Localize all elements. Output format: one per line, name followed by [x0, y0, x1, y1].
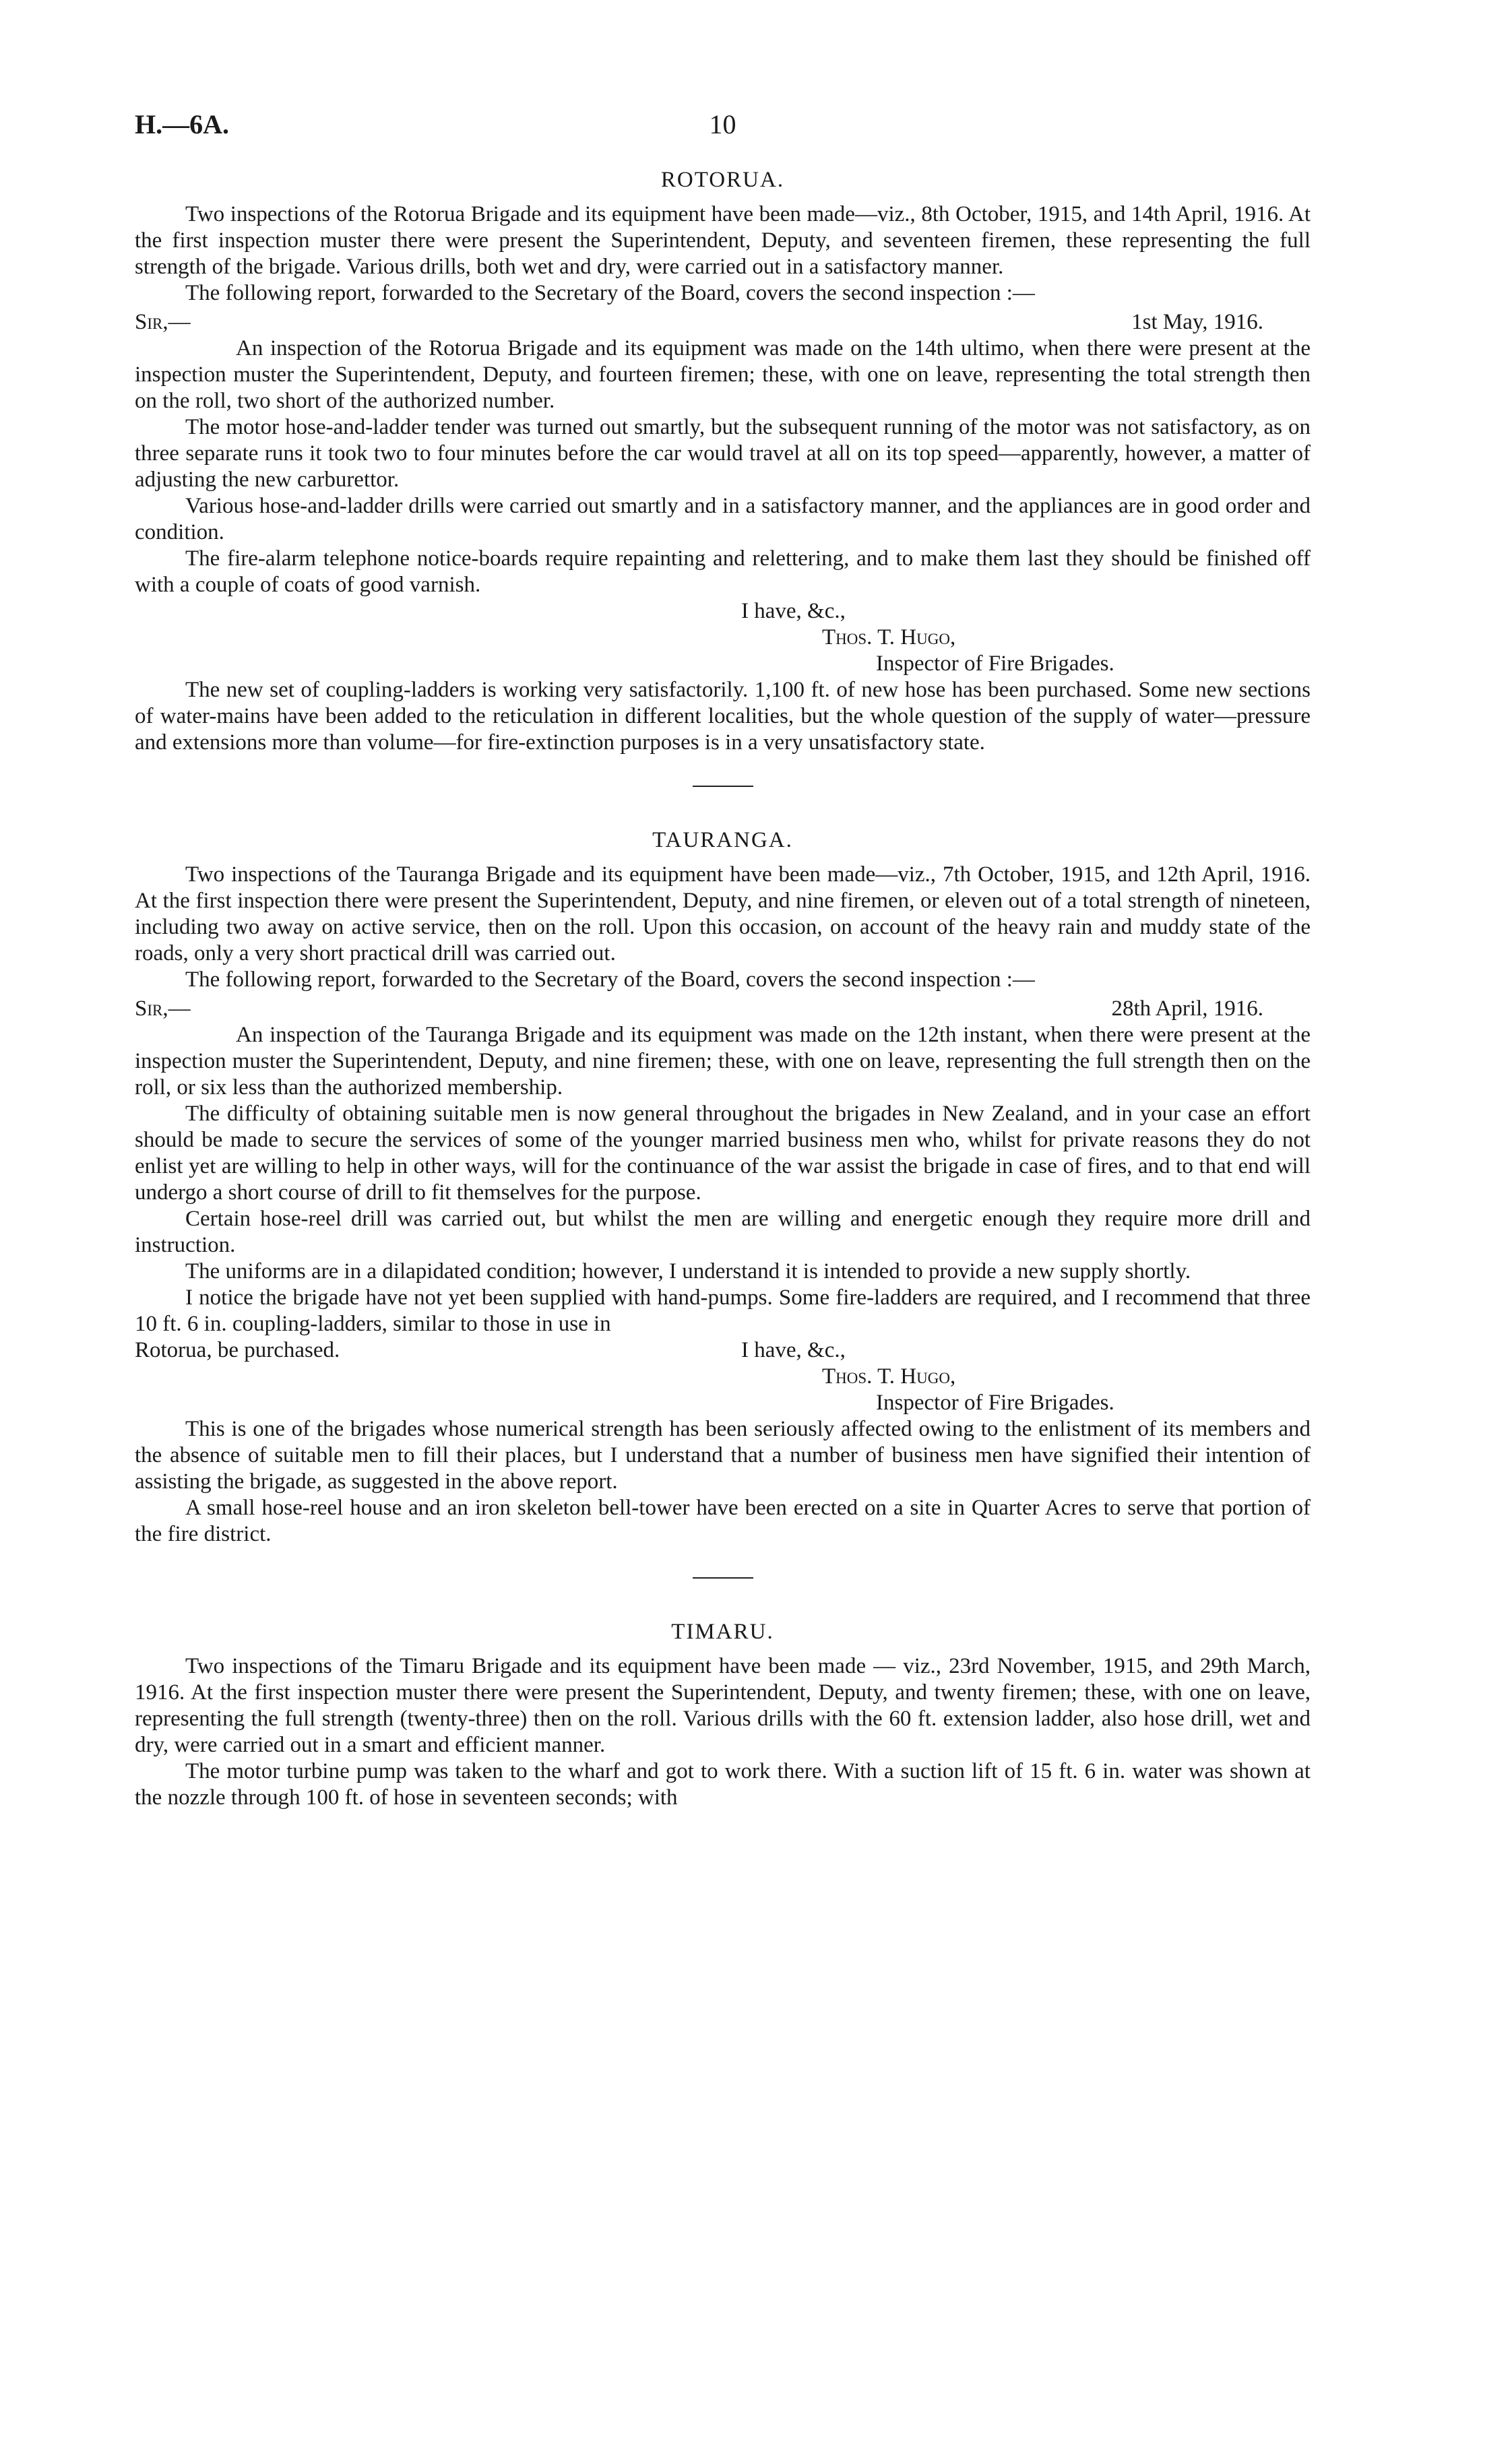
section-rotorua [135, 167, 1311, 756]
section-heading-tauranga: TAURANGA. [652, 828, 793, 852]
page-header [135, 111, 1311, 145]
tauranga-report-p4: The uniforms are in a dilapidated condition; however, I understand it is intended to provide a new supply shortly. [185, 1259, 1191, 1283]
document-code: H.—6A. [135, 109, 229, 139]
tauranga-report-p5-last: Rotorua, be purchased. [135, 1338, 340, 1362]
rotorua-report-p3: Various hose-and-ladder drills were carried out smartly and in a satisfactory manner, and the appliances are in good order and condition. [135, 494, 1311, 544]
rotorua-after-report: The new set of coupling-ladders is working very satisfactorily. 1,100 ft. of new hose has been purchased. Some new sections of water-mains have been added to the reticulation in different localities, but the whole question of the supply of water—pressure and extensions more than volume—for fire-extinction purposes is in a very unsatisfactory state. [135, 678, 1311, 755]
section-heading-timaru: TIMARU. [671, 1620, 774, 1644]
section-heading-rotorua: ROTORUA. [660, 168, 785, 192]
rotorua-salutation-line [135, 309, 1311, 336]
tauranga-report-p2: The difficulty of obtaining suitable men is now general throughout the brigades in New Zealand, and in your case an effort should be made to secure the services of some of the younger married business men who, whilst for private reasons they do not enlist yet are willing to help in other ways, will for the continuance of the war assist the brigade in case of fires, and to that end will undergo a short course of drill to fit themselves for the purpose. [135, 1102, 1311, 1205]
rotorua-signature-title: Inspector of Fire Brigades. [876, 652, 1114, 676]
tauranga-report-p3: Certain hose-reel drill was carried out, but whilst the men are willing and energetic enough they require more drill and instruction. [135, 1207, 1311, 1257]
tauranga-signature-name: Thos. T. Hugo, [822, 1364, 956, 1389]
rotorua-report-date: 1st May, 1916. [1131, 310, 1263, 334]
section-divider [693, 1577, 753, 1579]
tauranga-report-p1: An inspection of the Tauranga Brigade and its equipment was made on the 12th instant, when there were present at the inspection muster the Superintendent, Deputy, and nine firemen; these, with one on leave, representing the full strength then on the roll, or six less than the authorized membership. [135, 1023, 1311, 1100]
rotorua-report-p4: The fire-alarm telephone notice-boards require repainting and relettering, and to make them last they should be finished off with a couple of coats of good varnish. [135, 546, 1311, 597]
tauranga-salutation: Sir,— [135, 996, 191, 1021]
tauranga-after-report-p1: This is one of the brigades whose numerical strength has been seriously affected owing to the enlistment of its members and the absence of suitable men to fill their places, but I understand that a number of business men have signified their intention of assisting the brigade, as suggested in the above report. [135, 1417, 1311, 1494]
section-tauranga [135, 827, 1311, 1548]
rotorua-report-p2: The motor hose-and-ladder tender was turned out smartly, but the subsequent running of the motor was not satisfactory, as on three separate runs it took two to four minutes before the car would travel at all on its top speed—apparently, however, a matter of adjusting the new carburettor. [135, 415, 1311, 492]
rotorua-salutation: Sir,— [135, 310, 191, 334]
page-body [135, 167, 1311, 1811]
tauranga-report-intro: The following report, forwarded to the Secretary of the Board, covers the second inspection :— [185, 967, 1035, 992]
timaru-p2: The motor turbine pump was taken to the wharf and got to work there. With a suction lift of 15 ft. 6 in. water was shown at the nozzle through 100 ft. of hose in seventeen seconds; with [135, 1759, 1311, 1810]
section-divider [693, 786, 753, 787]
rotorua-intro: Two inspections of the Rotorua Brigade and its equipment have been made—viz., 8th October, 1915, and 14th April, 1916. At the first inspection muster there were present the Superintendent, Deputy, and seventeen firemen, these representing the full strength of the brigade. Various drills, both wet and dry, were carried out in a satisfactory manner. [135, 202, 1311, 279]
rotorua-signature-name: Thos. T. Hugo, [822, 625, 956, 649]
tauranga-report-date: 28th April, 1916. [1111, 996, 1263, 1021]
timaru-intro: Two inspections of the Timaru Brigade and its equipment have been made — viz., 23rd November, 1915, and 29th March, 1916. At the first inspection muster there were present the Superintendent, Deputy, and twenty firemen; these, with one on leave, representing the full strength (twenty-three) then on the roll. Various drills with the 60 ft. extension ladder, also hose drill, wet and dry, were carried out in a smart and efficient manner. [135, 1654, 1311, 1757]
rotorua-report-p1: An inspection of the Rotorua Brigade and its equipment was made on the 14th ultimo, when there were present at the inspection muster the Superintendent, Deputy, and fourteen firemen; these, with one on leave, representing the total strength then on the roll, two short of the authorized number. [135, 336, 1311, 413]
rotorua-report-intro: The following report, forwarded to the Secretary of the Board, covers the second inspection :— [185, 281, 1035, 305]
page-number: 10 [709, 109, 736, 139]
tauranga-intro: Two inspections of the Tauranga Brigade and its equipment have been made—viz., 7th October, 1915, and 12th April, 1916. At the first inspection there were present the Superintendent, Deputy, and nine firemen, or eleven out of a total strength of nineteen, including two away on active service, then on the roll. Upon this occasion, on account of the heavy rain and muddy state of the roads, only a very short practical drill was carried out. [135, 862, 1311, 965]
tauranga-after-report-p2: A small hose-reel house and an iron skeleton bell-tower have been erected on a site in Quarter Acres to serve that portion of the fire district. [135, 1496, 1311, 1546]
tauranga-closing: I have, &c., [741, 1338, 846, 1362]
tauranga-salutation-line [135, 996, 1311, 1022]
rotorua-closing: I have, &c., [741, 599, 846, 623]
tauranga-report-p5: I notice the brigade have not yet been supplied with hand-pumps. Some fire-ladders are required, and I recommend that three 10 ft. 6 in. coupling-ladders, similar to those in use in [135, 1286, 1311, 1336]
tauranga-signature-title: Inspector of Fire Brigades. [876, 1391, 1114, 1415]
section-timaru [135, 1619, 1311, 1811]
tauranga-closing-line [135, 1337, 1311, 1364]
